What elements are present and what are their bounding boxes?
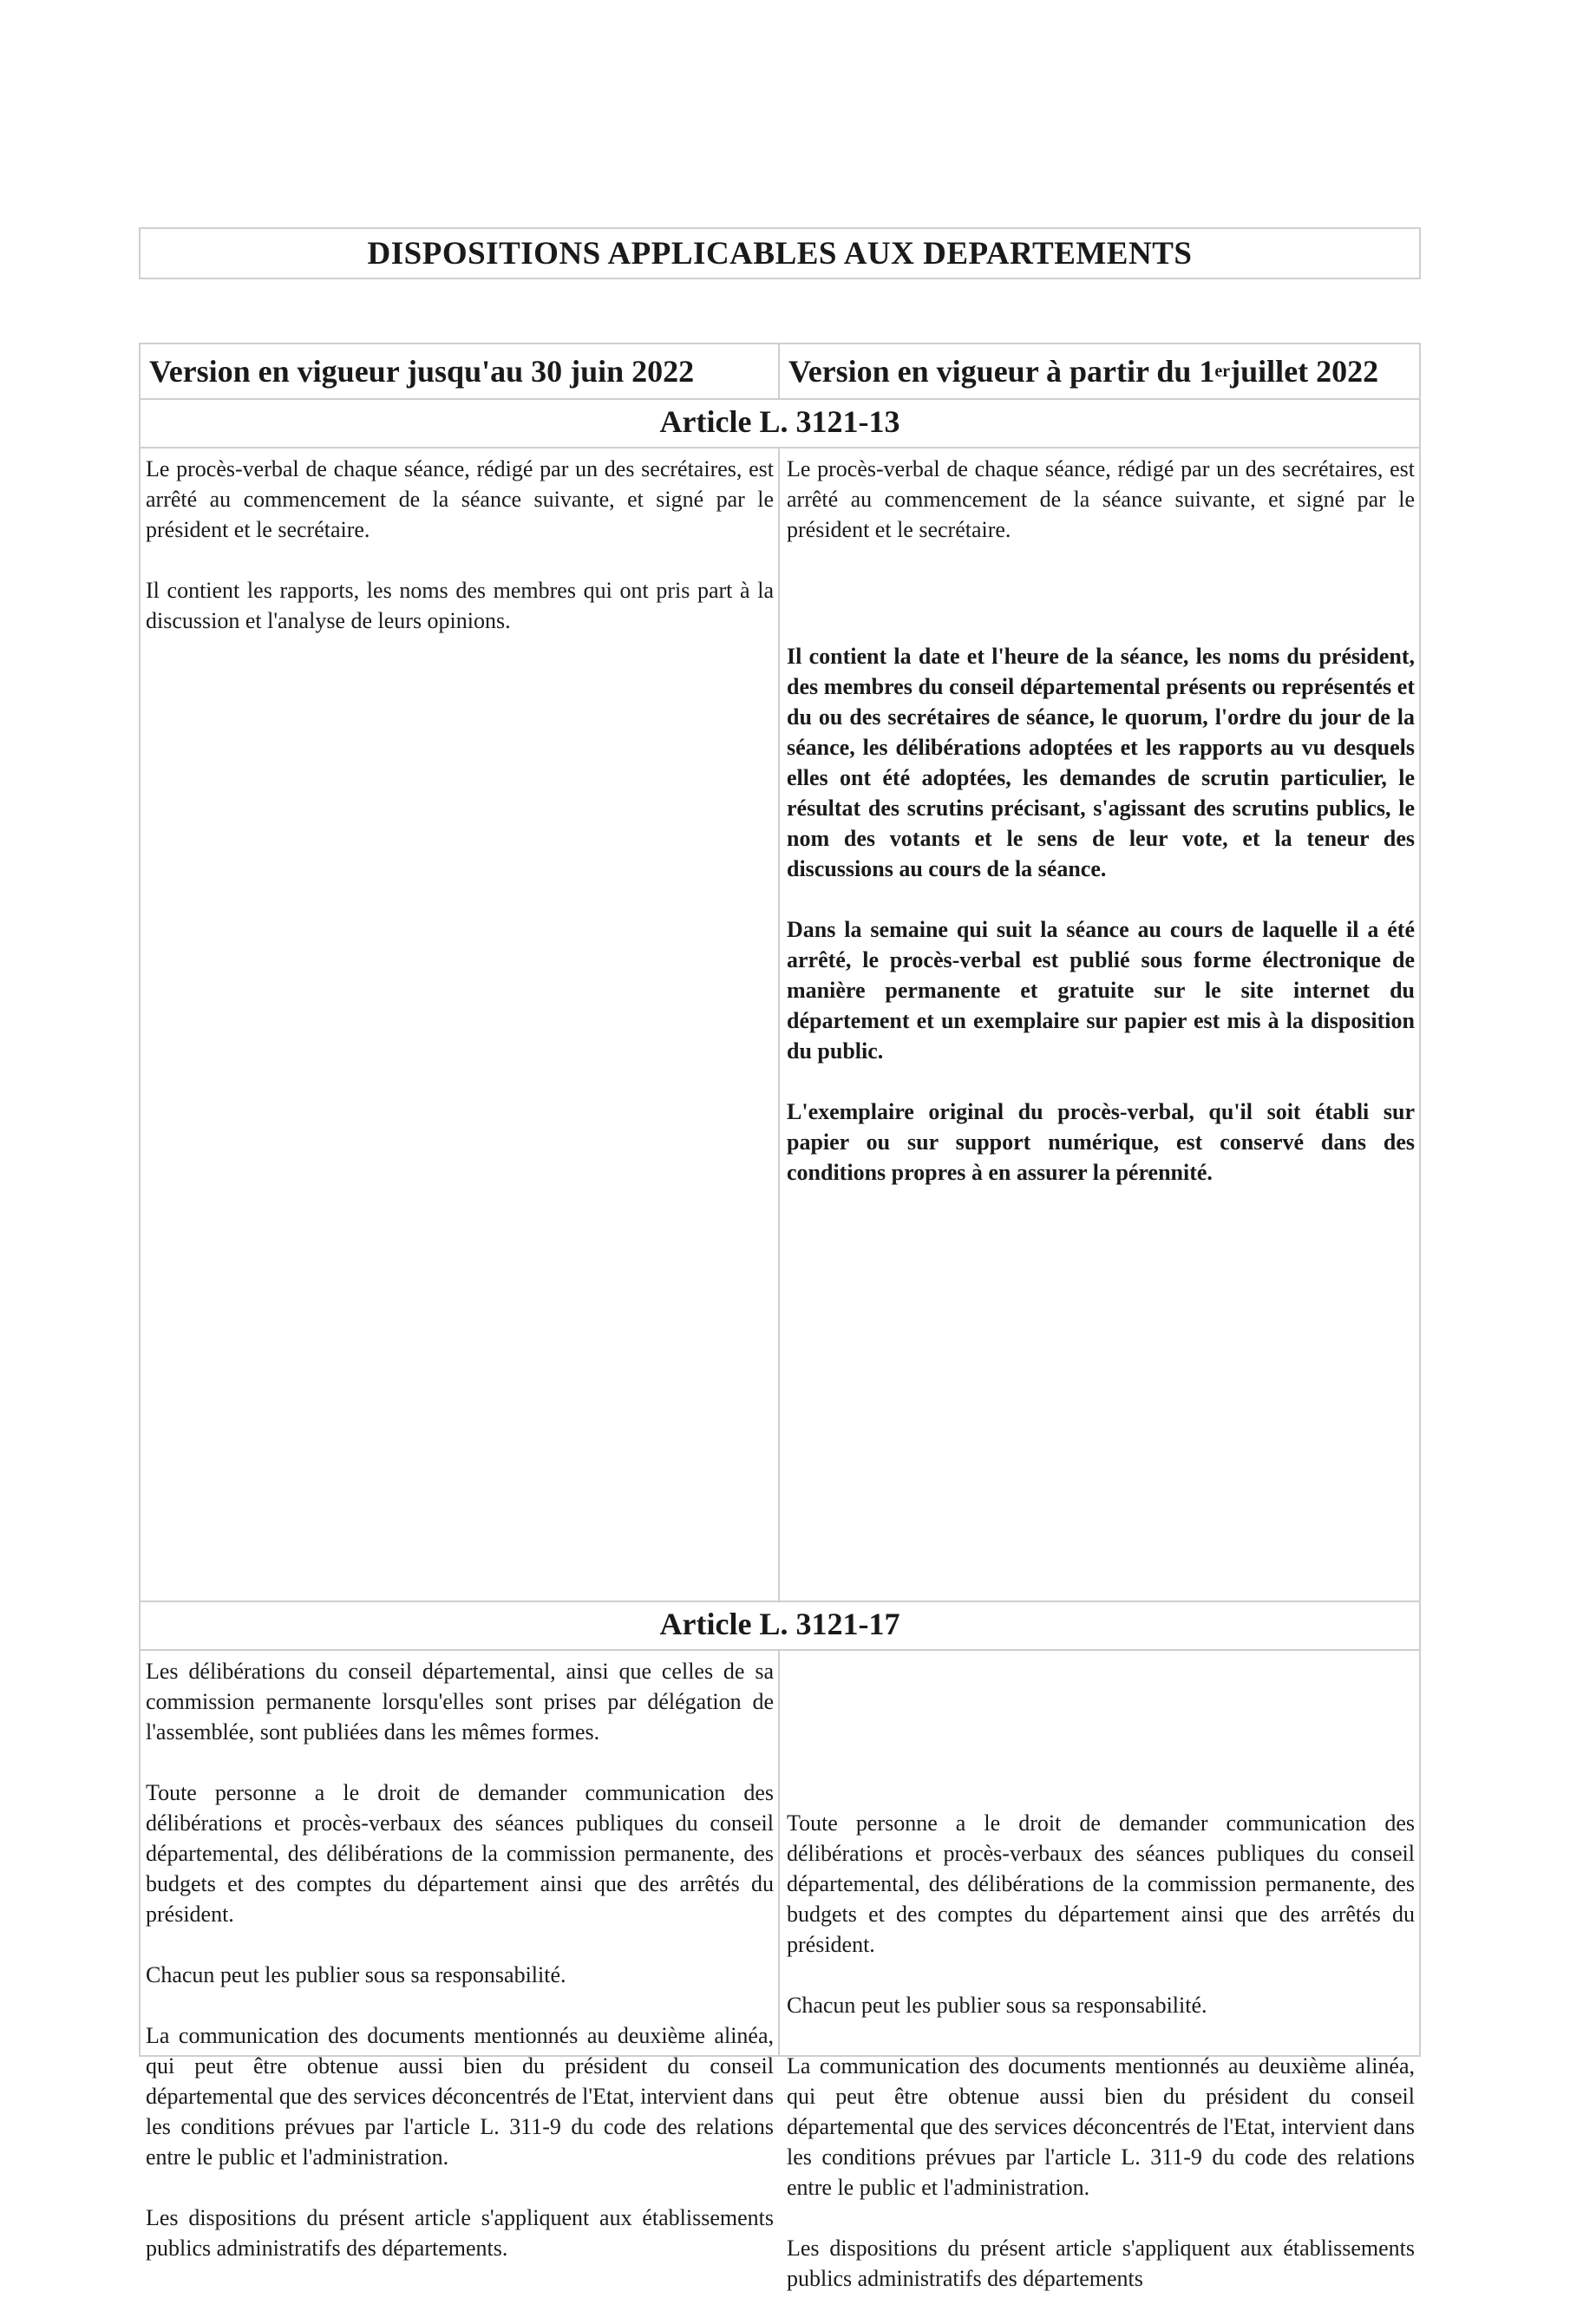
header-right-suffix: juillet 2022 [1230, 354, 1379, 389]
title-box [139, 227, 1421, 279]
article-2-right-paragraph: Les dispositions du présent article s'appliquent aux établissements publics administratifs des départements [787, 2236, 1415, 2291]
article-1-right-bold-paragraph: L'exemplaire original du procès-verbal, qu'il soit établi sur papier ou sur support numérique, est conservé dans des conditions propres à en assurer la pérennité. [787, 1099, 1415, 1185]
article-2-left-paragraph: Les délibérations du conseil départemental, ainsi que celles de sa commission permanente lorsqu'elles sont prises par délégation de l'assemblée, sont publiées dans les mêmes formes. [146, 1659, 774, 1745]
article-2-right-paragraph: Chacun peut les publier sous sa responsabilité. [787, 1993, 1207, 2018]
article-1-title: Article L. 3121-13 [659, 404, 900, 439]
article-2-left-paragraph: Les dispositions du présent article s'appliquent aux établissements publics administratifs des départements. [146, 2205, 774, 2261]
header-rule [141, 398, 1419, 400]
article-1-left-paragraph: Le procès-verbal de chaque séance, rédigé par un des secrétaires, est arrêté au commencement de la séance suivante, et signé par le président et le secrétaire. [146, 456, 774, 542]
article-2-title: Article L. 3121-17 [659, 1607, 900, 1641]
article-1-right-bold-paragraph: Il contient la date et l'heure de la séance, les noms du président, des membres du conseil départemental présents ou représentés et du ou des secrétaires de séance, le quorum, l'ordre du jour de la séance, les délibérations adoptées et les rapports au vu desquels elles ont été adoptées, les demandes de scrutin particulier, le résultat des scrutins précisant, s'agissant des scrutins publics, le nom des votants et le sens de leur vote, et la teneur des discussions au cours de la séance. [787, 644, 1415, 881]
article-2-left-paragraph: Chacun peut les publier sous sa responsabilité. [146, 1962, 566, 1987]
header-right [780, 344, 1420, 398]
article-2-column-divider [778, 1649, 780, 2057]
article-2-left-paragraph: Toute personne a le droit de demander communication des délibérations et procès-verbaux des séances publiques du conseil départemental, des délibérations de la commission permanente, des budgets et des comptes du département ainsi que des arrêtés du président. [146, 1780, 774, 1927]
header-divider [778, 344, 780, 398]
article-1-right-column [787, 454, 1415, 575]
article-1-right-new-text [787, 641, 1415, 1218]
comparison-table [139, 343, 1421, 2291]
article-1-right-paragraph: Le procès-verbal de chaque séance, rédigé par un des secrétaires, est arrêté au commencement de la séance suivante, et signé par le président et le secrétaire. [787, 456, 1415, 542]
article-2-top-rule [141, 1601, 1419, 1602]
article-2-left-paragraph: La communication des documents mentionnés au deuxième alinéa, qui peut être obtenue aussi bien du président du conseil départemental que des services déconcentrés de l'Etat, intervient dans les conditions prévues par l'article L. 311-9 du code des relations entre le public et l'administration. [146, 2023, 774, 2170]
article-2-right-paragraph: La communication des documents mentionnés au deuxième alinéa, qui peut être obtenue aussi bien du président du conseil départemental que des services déconcentrés de l'Etat, intervient dans les conditions prévues par l'article L. 311-9 du code des relations entre le public et l'administration. [787, 2053, 1415, 2200]
article-1-right-bold-paragraph: Dans la semaine qui suit la séance au cours de laquelle il a été arrêté, le procès-verbal est publié sous forme électronique de manière permanente et gratuite sur le site internet du département et un exemplaire sur papier est mis à la disposition du public. [787, 917, 1415, 1064]
article-1-left-paragraph: Il contient les rapports, les noms des membres qui ont pris part à la discussion et l'analyse de leurs opinions. [146, 578, 774, 633]
header-right-sup: er [1214, 361, 1231, 381]
article-2-right-column [787, 1808, 1415, 2324]
article-2-rule [141, 1649, 1419, 1651]
article-1-left-column [146, 454, 774, 666]
page-title: DISPOSITIONS APPLICABLES AUX DEPARTEMENTS [367, 235, 1193, 272]
article-2-left-column [146, 1656, 774, 2294]
article-1-column-divider [778, 447, 780, 1601]
article-1-rule [141, 447, 1419, 448]
article-2-right-paragraph: Toute personne a le droit de demander communication des délibérations et procès-verbaux des séances publiques du conseil départemental, des délibérations de la commission permanente, des budgets et des comptes du département ainsi que des arrêtés du président. [787, 1810, 1415, 1957]
header-left: Version en vigueur jusqu'au 30 juin 2022 [149, 354, 695, 389]
header-right-prefix: Version en vigueur à partir du 1 [788, 354, 1215, 389]
